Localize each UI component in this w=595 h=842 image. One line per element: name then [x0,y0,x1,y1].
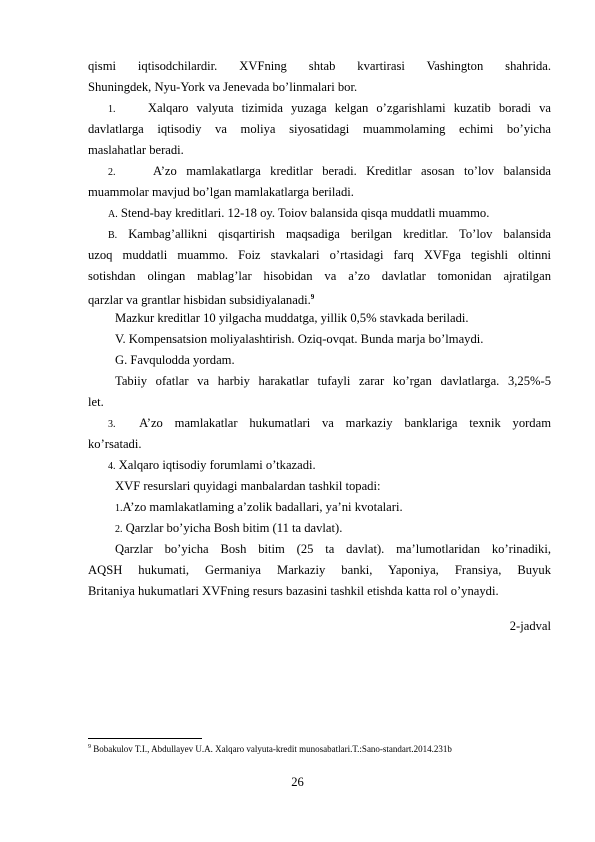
paragraph-line: let. [88,395,104,409]
list-text: A’zo mamlakatlar hukumatlari va markaziy banklariga texnik yordam [139,416,551,430]
paragraph-line: AQSH hukumati, Germaniya Markaziy banki, Yaponiya, Fransiya, Buyuk [88,563,551,577]
list-text: A’zo mamlakatlarga kreditlar beradi. Kreditlar asosan to’lov balansida [153,164,552,178]
list-marker: 4. [108,461,116,472]
footnote-reference: 9 [310,293,315,301]
list-marker: 3. [108,419,116,430]
paragraph-line: XVF resurslari quyidagi manbalardan tashkil topadi: [115,479,381,493]
footnote-number: 9 [88,744,91,750]
paragraph-line: uzoq muddatli muammo. Foiz stavkalari o’rtasidagi farq XVFga tegishli oltinni [88,248,551,262]
page-number: 26 [291,775,304,789]
list-item-a [108,205,571,223]
paragraph-line: Britaniya hukumatlari XVFning resurs bazasini tashkil etishda katta rol o’ynaydi. [88,584,499,598]
list-marker: B. [108,230,118,241]
list-text: Xalqaro iqtisodiy forumlami o’tkazadi. [118,458,316,472]
footnote-text: Bobakulov T.I., Abdullayev U.A. Xalqaro valyuta-kredit munosabatlari.T.:Sano-standart.2014.231b [93,744,452,754]
list-item-4 [108,457,571,475]
table-label: 2-jadval [509,619,551,633]
list-marker: 1. [115,503,123,514]
paragraph-line [88,289,551,308]
list-marker: 2. [115,524,123,535]
list-marker: A. [108,209,118,220]
paragraph-line: Qarzlar bo’yicha Bosh bitim (25 ta davlat). ma’lumotlaridan ko’rinadiki, [115,542,551,556]
line-text: qarzlar va grantlar hisbidan subsidiyalanadi. [88,293,311,308]
paragraph-line: Mazkur kreditlar 10 yilgacha muddatga, yillik 0,5% stavkada beriladi. [115,311,469,325]
list-marker: 2. [108,167,116,178]
paragraph-line: sotishdan olingan mablag’lar hisobidan va a’zo davlatlar tomonidan ajratilgan [88,269,551,283]
list-text: Qarzlar bo’yicha Bosh bitim (11 ta davlat). [125,521,343,535]
list-item-1 [108,100,551,118]
paragraph-line: muammolar mavjud bo’lgan mamlakatlarga beriladi. [88,185,354,199]
paragraph-line: Tabiiy ofatlar va harbiy harakatlar tufayli zarar ko’rgan davlatlarga. 3,25%-5 [115,374,551,388]
paragraph-line: ko’rsatadi. [88,437,142,451]
list-text: A’zo mamlakatlaming a’zolik badallari, ya’ni kvotalari. [122,500,403,514]
list-text: Stend-bay kreditlari. 12-18 oy. Toiov balansida qisqa muddatli muammo. [120,206,490,220]
list-item-resource-1 [115,499,578,517]
paragraph-line: V. Kompensatsion moliyalashtirish. Oziq-ovqat. Bunda marja bo’lmaydi. [115,332,484,346]
list-text: Kambag’allikni qisqartirish maqsadiga berilgan kreditlar. To’lov balansida [128,227,551,241]
list-marker: 1. [108,104,116,115]
paragraph-line: davlatlarga iqtisodiy va moliya siyosatidagi muammolaming echimi bo’yicha [88,122,551,136]
list-item-b [108,226,551,244]
paragraph-line: G. Favqulodda yordam. [115,353,235,367]
list-item-3 [108,415,551,433]
paragraph-line: maslahatlar beradi. [88,143,184,157]
paragraph-line: qismi iqtisodchilardir. XVFning shtab kvartirasi Vashington shahrida. [88,59,551,73]
paragraph-line: Shuningdek, Nyu-York va Jenevada bo’linmalari bor. [88,80,358,94]
list-text: Xalqaro valyuta tizimida yuzaga kelgan o’zgarishlami kuzatib boradi va [147,101,552,115]
list-item-2 [108,163,551,181]
list-item-resource-2 [115,520,578,538]
footnote [88,741,452,755]
footnote-divider [88,738,202,739]
